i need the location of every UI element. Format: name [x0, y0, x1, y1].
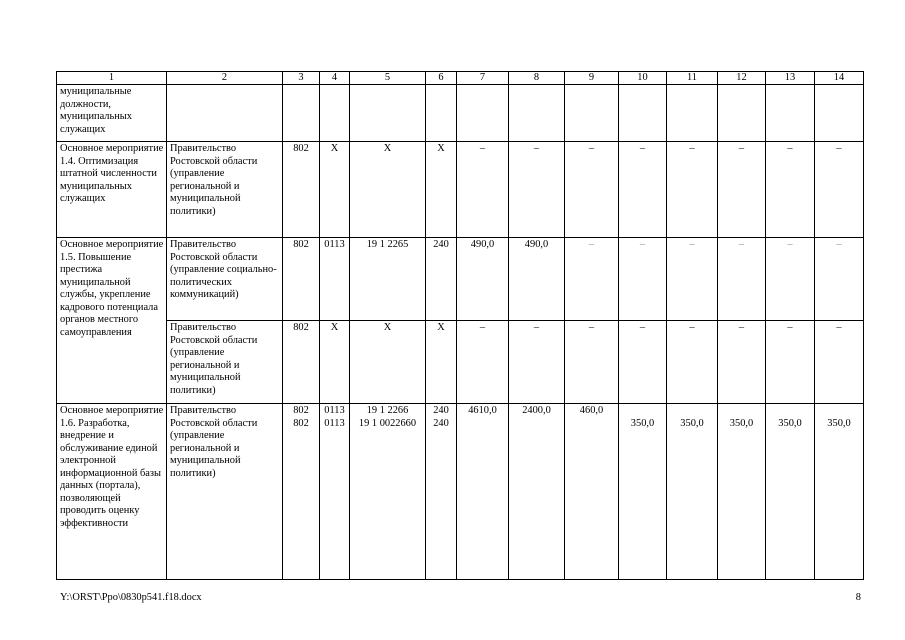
csr-cell: Х — [350, 321, 426, 404]
table-row-1-4 — [57, 142, 864, 238]
value-cell: – — [766, 238, 815, 321]
vr-line-1: 240 — [433, 405, 449, 416]
rzpr-line-2: 0113 — [324, 417, 345, 429]
value-cell: – — [457, 142, 509, 238]
value-cell — [766, 404, 815, 580]
grbs-cell: 802 — [283, 238, 320, 321]
table-row-1-5-a — [57, 238, 864, 321]
value-cell: – — [565, 142, 619, 238]
csr-cell: Х — [350, 142, 426, 238]
header-cell-13: 13 — [766, 72, 815, 85]
vr-cell: Х — [426, 321, 457, 404]
value-cell: – — [619, 238, 667, 321]
value-cell: – — [619, 142, 667, 238]
value-cell: – — [766, 321, 815, 404]
value-cell: – — [718, 142, 766, 238]
grbs-line-1: 802 — [293, 405, 309, 416]
value-cell: 490,0 — [509, 238, 565, 321]
table-row-continuation — [57, 85, 864, 142]
header-cell-14: 14 — [815, 72, 864, 85]
header-cell-4: 4 — [320, 72, 350, 85]
value-cell: – — [565, 238, 619, 321]
header-cell-6: 6 — [426, 72, 457, 85]
grbs-line-2: 802 — [293, 417, 309, 429]
value-line: 350,0 — [680, 417, 704, 429]
vr-line-2: 240 — [433, 417, 449, 429]
grbs-cell: 802 — [283, 321, 320, 404]
table-row-1-6 — [57, 404, 864, 580]
header-row — [57, 72, 864, 85]
value-cell: – — [667, 238, 718, 321]
value-line: 350,0 — [630, 417, 655, 429]
header-cell-11: 11 — [667, 72, 718, 85]
rzpr-line-1: 0113 — [324, 405, 345, 416]
value-cell: – — [667, 321, 718, 404]
activity-name-cell: Основное мероприятие 1.5. Повышение престижа муниципальной службы, укрепление кадрового потенциала органов местного самоуправления — [57, 238, 167, 404]
rzpr-cell: 0113 — [320, 238, 350, 321]
header-cell-1: 1 — [57, 72, 167, 85]
value-line: 350,0 — [778, 417, 802, 429]
executor-cell: Правительство Ростовской области (управление социально-политических коммуникаций) — [167, 238, 283, 321]
rzpr-cell: Х — [320, 142, 350, 238]
header-cell-5: 5 — [350, 72, 426, 85]
value-cell: – — [766, 142, 815, 238]
vr-cell: Х — [426, 142, 457, 238]
vr-cell: 240 — [426, 238, 457, 321]
value-cell — [718, 404, 766, 580]
value-line: 350,0 — [729, 417, 754, 429]
csr-line-2: 19 1 0022660 — [358, 417, 417, 429]
value-cell: – — [718, 238, 766, 321]
csr-cell: 19 1 2265 — [350, 238, 426, 321]
csr-line-1: 19 1 2266 — [366, 405, 409, 416]
value-cell — [667, 404, 718, 580]
value-cell: – — [815, 142, 864, 238]
csr-cell — [350, 404, 426, 580]
value-cell — [619, 404, 667, 580]
value-line: 350,0 — [827, 417, 851, 429]
header-cell-7: 7 — [457, 72, 509, 85]
value-cell: – — [619, 321, 667, 404]
value-cell: – — [509, 142, 565, 238]
activity-name-cell: муниципальные должности, муниципальных служащих — [57, 85, 167, 142]
activity-name-cell: Основное мероприятие 1.4. Оптимизация штатной численности муниципальных служащих — [57, 142, 167, 238]
rzpr-cell — [320, 404, 350, 580]
value-cell: – — [815, 321, 864, 404]
executor-cell: Правительство Ростовской области (управление региональной и муниципальной политики) — [167, 142, 283, 238]
value-cell: – — [667, 142, 718, 238]
vr-cell — [426, 404, 457, 580]
value-cell: – — [509, 321, 565, 404]
value-cell: 490,0 — [457, 238, 509, 321]
activity-name-cell: Основное мероприятие 1.6. Разработка, внедрение и обслуживание единой электронной информационной базы данных (портала), позволяющей проводить оценку эффективности — [57, 404, 167, 580]
table-row-1-5-b — [57, 321, 864, 404]
value-cell — [815, 404, 864, 580]
value-cell: – — [718, 321, 766, 404]
value-cell: – — [565, 321, 619, 404]
rzpr-cell: Х — [320, 321, 350, 404]
budget-table — [56, 71, 864, 580]
header-cell-2: 2 — [167, 72, 283, 85]
header-cell-12: 12 — [718, 72, 766, 85]
value-cell: – — [815, 238, 864, 321]
header-cell-3: 3 — [283, 72, 320, 85]
header-cell-10: 10 — [619, 72, 667, 85]
footer-page-number: 8 — [855, 592, 861, 603]
value-cell: 4610,0 — [457, 404, 509, 580]
value-cell: – — [457, 321, 509, 404]
grbs-cell: 802 — [283, 142, 320, 238]
value-cell: 2400,0 — [509, 404, 565, 580]
header-cell-9: 9 — [565, 72, 619, 85]
executor-cell: Правительство Ростовской области (управление региональной и муниципальной политики) — [167, 404, 283, 580]
grbs-cell — [283, 404, 320, 580]
header-cell-8: 8 — [509, 72, 565, 85]
executor-cell: Правительство Ростовской области (управление региональной и муниципальной политики) — [167, 321, 283, 404]
footer-file-path: Y:\ORST\Ppo\0830p541.f18.docx — [60, 592, 202, 603]
value-cell: 460,0 — [565, 404, 619, 580]
